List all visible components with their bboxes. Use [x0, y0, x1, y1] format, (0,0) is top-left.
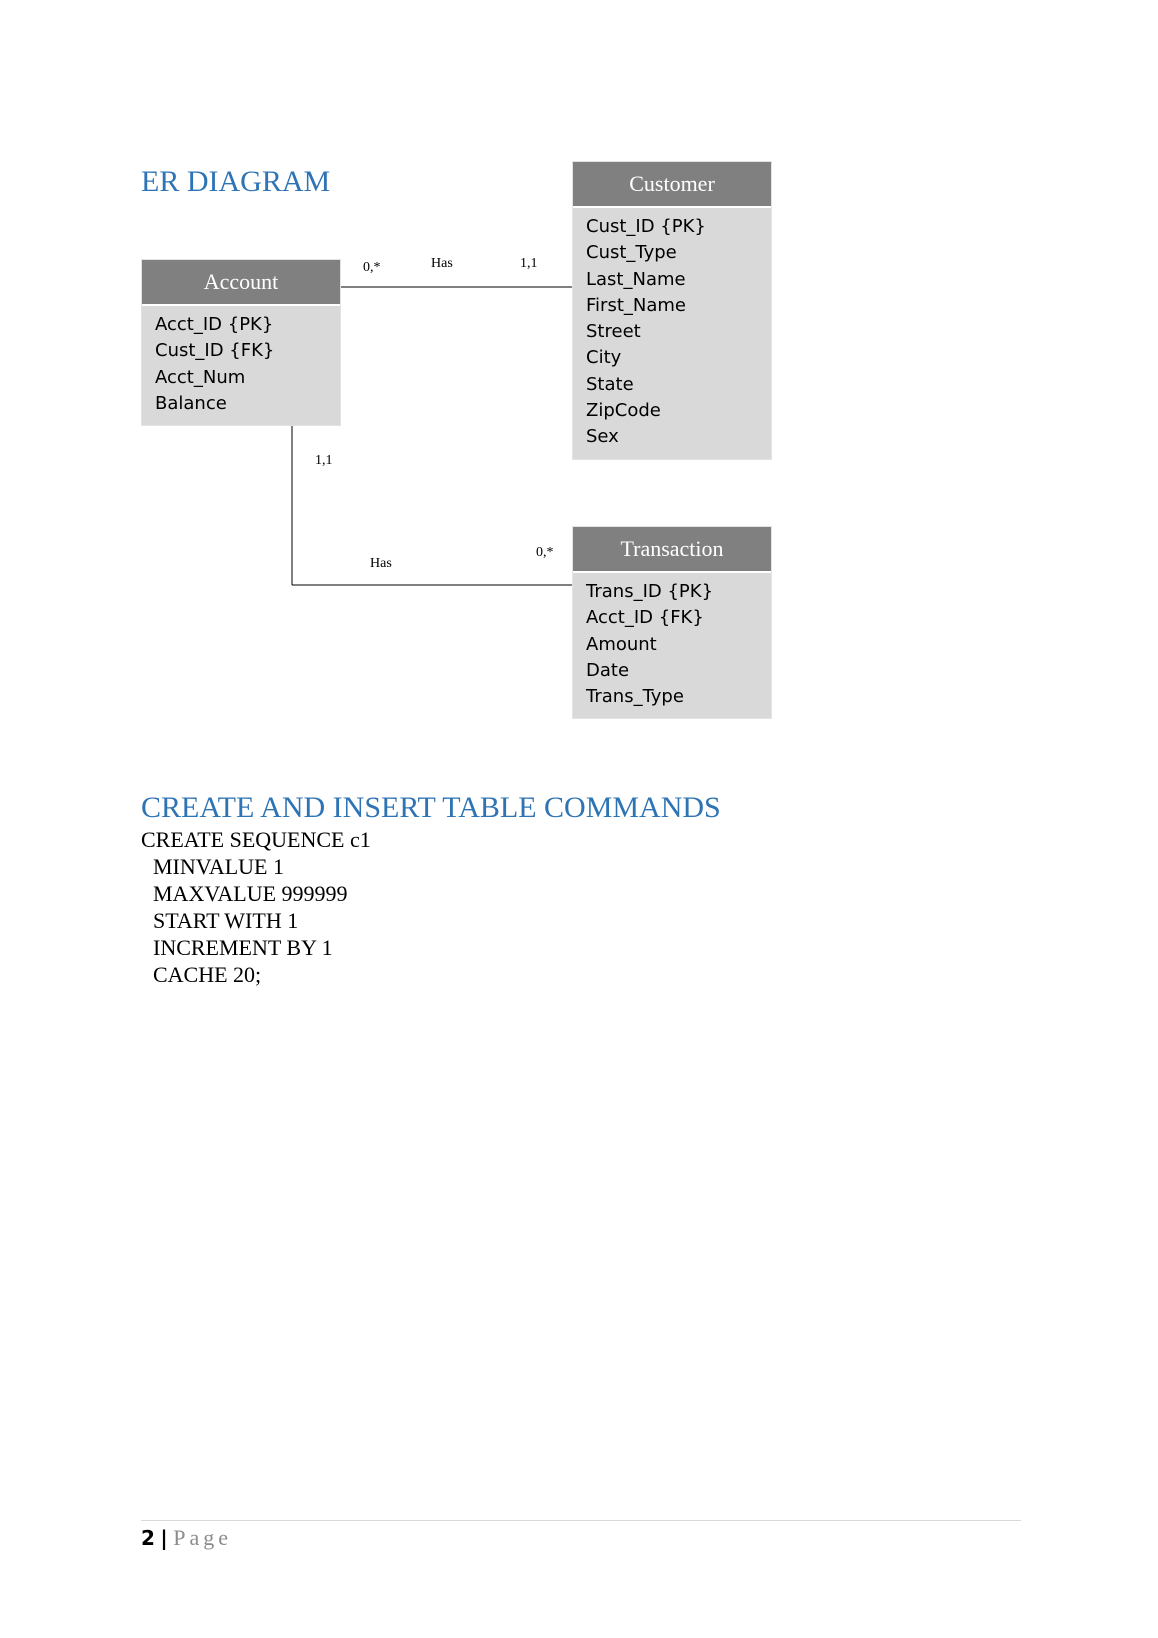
customer-attribute: Sex	[586, 426, 619, 448]
customer-attribute: Street	[586, 321, 641, 343]
customer-attribute: Cust_ID {PK}	[586, 216, 706, 237]
code-line: CREATE SEQUENCE c1	[141, 827, 371, 852]
transaction-attribute: Date	[586, 659, 630, 681]
code-line: MAXVALUE 999999	[153, 881, 348, 906]
account-attribute: Balance	[155, 392, 227, 414]
transaction-attributes	[573, 573, 771, 718]
er-diagram-heading: ER DIAGRAM	[141, 165, 331, 198]
sql-code-block	[141, 826, 371, 988]
account-customer-account-cardinality: 0,*	[363, 260, 381, 275]
transaction-attribute: Amount	[586, 633, 657, 655]
transaction-attribute: Acct_ID {FK}	[586, 607, 704, 629]
transaction-attribute: Trans_Type	[586, 686, 684, 708]
code-line: START WITH 1	[153, 908, 299, 933]
customer-attribute: Cust_Type	[586, 242, 677, 264]
transaction-entity-title: Transaction	[573, 527, 771, 573]
code-line: CACHE 20;	[153, 962, 262, 987]
account-transaction-transaction-cardinality: 0,*	[536, 545, 554, 560]
footer-separator: |	[160, 1526, 168, 1550]
page-number: 2	[141, 1526, 155, 1550]
transaction-attribute: Trans_ID {PK}	[586, 581, 714, 602]
account-entity-title: Account	[142, 260, 340, 306]
account-entity	[141, 259, 341, 426]
customer-attributes	[573, 208, 771, 459]
account-attributes	[142, 306, 340, 425]
account-transaction-account-cardinality: 1,1	[315, 453, 333, 468]
account-transaction-relationship-label: Has	[370, 556, 392, 571]
customer-attribute: First_Name	[586, 294, 686, 316]
account-customer-customer-cardinality: 1,1	[520, 256, 538, 271]
footer-divider	[141, 1520, 1021, 1521]
customer-attribute: City	[586, 347, 622, 369]
code-line: INCREMENT BY 1	[153, 935, 333, 960]
customer-attribute: Last_Name	[586, 268, 686, 290]
page-label: Page	[173, 1525, 232, 1550]
customer-entity	[572, 161, 772, 460]
account-attribute: Acct_ID {PK}	[155, 314, 274, 335]
commands-heading: CREATE AND INSERT TABLE COMMANDS	[141, 791, 721, 824]
account-attribute: Cust_ID {FK}	[155, 340, 275, 362]
page-footer	[141, 1525, 232, 1551]
account-attribute: Acct_Num	[155, 366, 246, 388]
customer-attribute: State	[586, 373, 634, 395]
code-line: MINVALUE 1	[153, 854, 284, 879]
customer-attribute: ZipCode	[586, 400, 661, 422]
transaction-entity	[572, 526, 772, 719]
customer-entity-title: Customer	[573, 162, 771, 208]
account-customer-relationship-label: Has	[431, 256, 453, 271]
